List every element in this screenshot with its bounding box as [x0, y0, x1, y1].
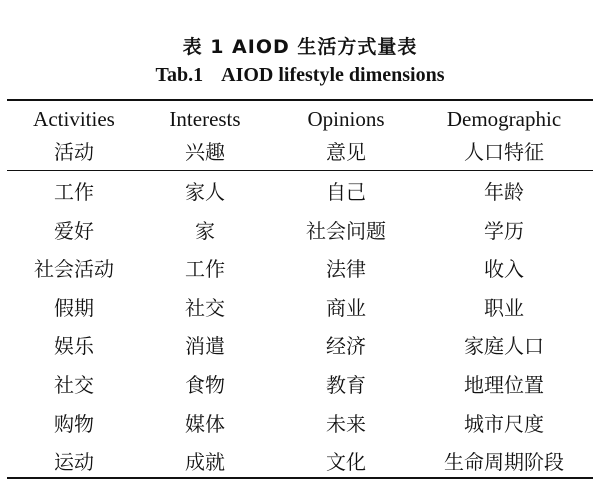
- header-cn-interests: 兴趣: [185, 140, 225, 164]
- header-en-opinions: Opinions: [307, 107, 385, 131]
- header-cn-activities: 活动: [54, 140, 94, 164]
- header-cn-opinions: 意见: [326, 140, 366, 164]
- table-cell: 购物: [54, 411, 94, 436]
- header-en-demographic: Demographic: [446, 107, 562, 131]
- table-cell: 学历: [484, 218, 524, 243]
- table-cell: 社交: [185, 295, 225, 320]
- table-cell: 家人: [185, 180, 225, 204]
- table-cell: 收入: [484, 257, 524, 282]
- table-cell: 社会问题: [306, 218, 386, 243]
- table-cell: 娱乐: [54, 334, 94, 359]
- table-cell: 家庭人口: [464, 334, 544, 359]
- table-label: Tab.1: [155, 64, 204, 86]
- table-cell: 消遣: [185, 334, 225, 359]
- top-rule: [7, 99, 593, 101]
- table-cell: 运动: [54, 450, 94, 475]
- table-title: AIOD lifestyle dimensions: [221, 64, 445, 86]
- header-en-interests: Interests: [169, 107, 241, 131]
- table-cell: 工作: [54, 180, 94, 204]
- table-cell: 商业: [326, 295, 366, 320]
- table-cell: 法律: [326, 257, 366, 282]
- table-cell: 食物: [185, 373, 225, 397]
- table-caption-en: [0, 64, 600, 87]
- table-cell: 社交: [54, 373, 94, 397]
- table-cell: 教育: [326, 373, 366, 397]
- table-cell: 社会活动: [34, 257, 114, 282]
- table-cell: 年龄: [484, 180, 524, 204]
- table-cell: 假期: [54, 295, 94, 320]
- table-cell: 生命周期阶段: [444, 450, 564, 475]
- table-cell: 城市尺度: [464, 411, 544, 436]
- table-cell: 未来: [326, 411, 366, 436]
- table-cell: 自己: [326, 180, 366, 204]
- header-rule: [7, 170, 593, 171]
- table-cell: 家: [195, 218, 215, 243]
- bottom-rule: [7, 477, 593, 479]
- header-cn-demographic: 人口特征: [464, 140, 544, 164]
- table-cell: 爱好: [54, 218, 94, 243]
- table-caption-cn: 表 1 AIOD 生活方式量表: [182, 36, 418, 58]
- header-en-activities: Activities: [33, 107, 115, 131]
- table-cell: 经济: [326, 334, 366, 359]
- table-cell: 媒体: [185, 411, 225, 436]
- table-cell: 文化: [326, 450, 366, 475]
- table-cell: 地理位置: [464, 373, 544, 397]
- table-cell: 工作: [185, 257, 225, 282]
- table-cell: 成就: [185, 450, 225, 475]
- table-cell: 职业: [484, 295, 524, 320]
